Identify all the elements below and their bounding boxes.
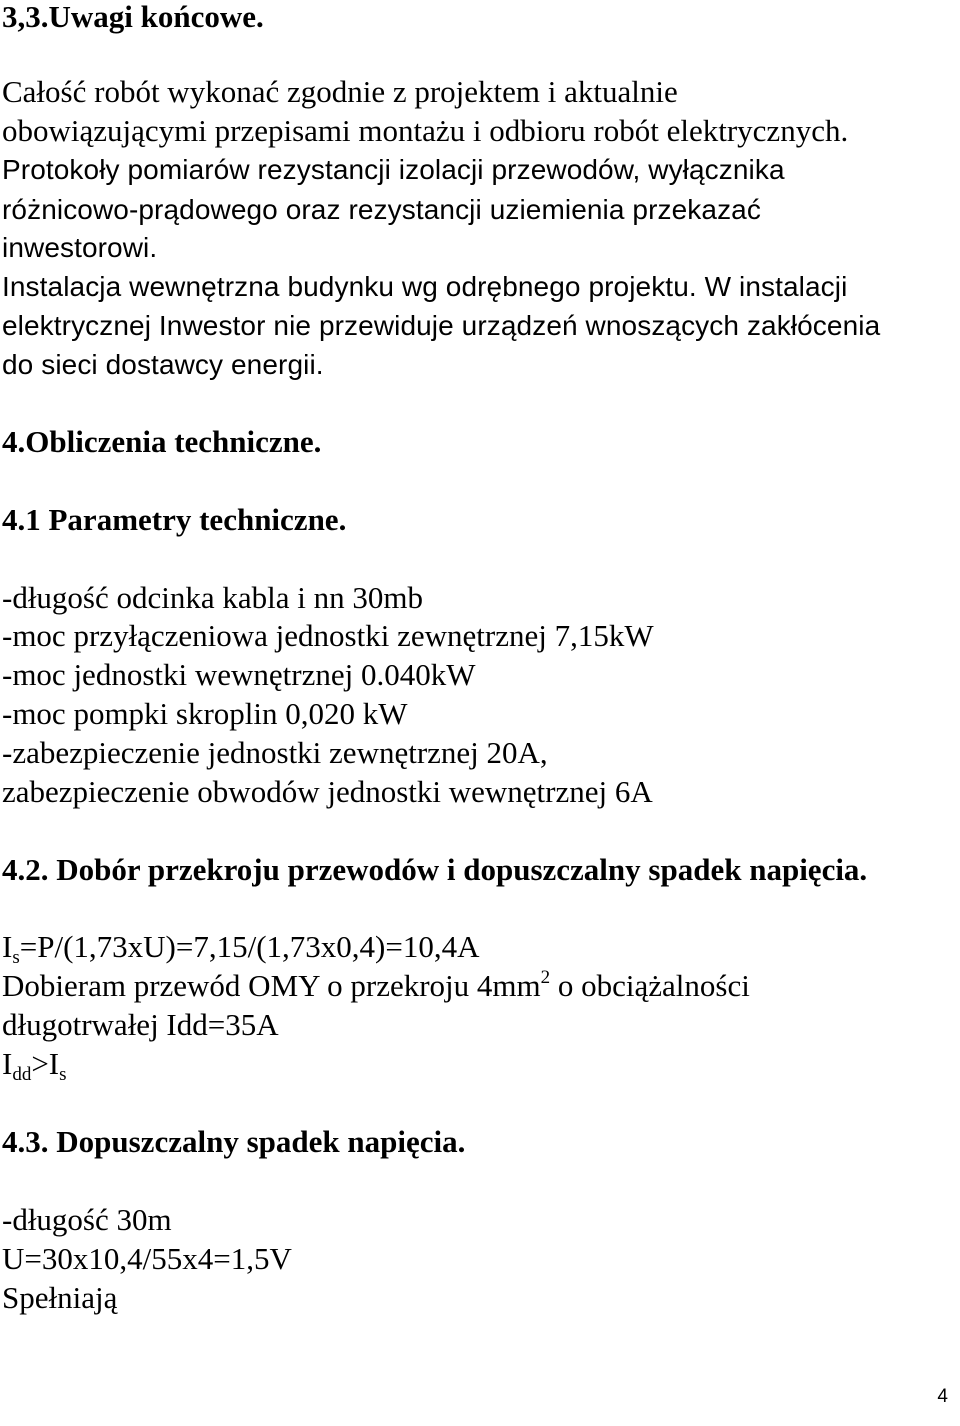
section-4-2-heading: 4.2. Dobór przekroju przewodów i dopuszczalny spadek napięcia. (2, 852, 868, 887)
comparison-line (2, 1045, 67, 1083)
section-4-heading: 4.Obliczenia techniczne. (2, 424, 322, 459)
paragraph-line: elektrycznej Inwestor nie przewiduje urządzeń wnoszących zakłócenia (2, 310, 881, 341)
cable-selection-text-end: o obciążalności (550, 968, 750, 1003)
section-3-3-heading: 3,3.Uwagi końcowe. (2, 0, 264, 34)
paragraph-line: do sieci dostawcy energii. (2, 349, 324, 380)
formula-subscript: s (12, 947, 20, 968)
comparison-symbol: I (2, 1046, 13, 1081)
formula-symbol: I (2, 929, 13, 964)
superscript: 2 (540, 967, 551, 988)
paragraph-line: Protokoły pomiarów rezystancji izolacji przewodów, wyłącznika (2, 154, 785, 185)
paragraph-line: inwestorowi. (2, 232, 158, 263)
formula-expression: =P/(1,73xU)=7,15/(1,73x0,4)=10,4A (19, 929, 480, 964)
comparison-subscript: s (59, 1064, 67, 1085)
parameter-item: -moc pompki skroplin 0,020 kW (2, 696, 408, 731)
parameter-item: -moc przyłączeniowa jednostki zewnętrznej 7,15kW (2, 618, 654, 653)
paragraph-line: obowiązującymi przepisami montażu i odbioru robót elektrycznych. (2, 113, 849, 148)
paragraph-line: Całość robót wykonać zgodnie z projektem i aktualnie (2, 74, 678, 109)
parameter-item: -moc jednostki wewnętrznej 0.040kW (2, 657, 476, 692)
parameter-item: -długość odcinka kabla i nn 30mb (2, 580, 423, 615)
current-formula (2, 928, 479, 966)
capacity-line: długotrwałej Idd=35A (2, 1007, 279, 1042)
voltage-drop-line: -długość 30m (2, 1202, 172, 1237)
voltage-drop-line: U=30x10,4/55x4=1,5V (2, 1241, 292, 1276)
section-4-3-heading: 4.3. Dopuszczalny spadek napięcia. (2, 1124, 466, 1159)
parameter-item: zabezpieczenie obwodów jednostki wewnętrznej 6A (2, 774, 653, 809)
cable-selection-text: Dobieram przewód OMY o przekroju 4mm (2, 968, 541, 1003)
paragraph-line: różnicowo-prądowego oraz rezystancji uziemienia przekazać (2, 194, 761, 225)
comparison-subscript: dd (12, 1064, 32, 1085)
comparison-operator: >I (31, 1046, 60, 1081)
cable-selection-line (2, 967, 750, 1005)
paragraph-line: Instalacja wewnętrzna budynku wg odrębnego projektu. W instalacji (2, 271, 848, 302)
page-number: 4 (937, 1386, 948, 1407)
parameter-item: -zabezpieczenie jednostki zewnętrznej 20A, (2, 735, 548, 770)
section-4-1-heading: 4.1 Parametry techniczne. (2, 502, 347, 537)
voltage-drop-line: Spełniają (2, 1280, 118, 1315)
